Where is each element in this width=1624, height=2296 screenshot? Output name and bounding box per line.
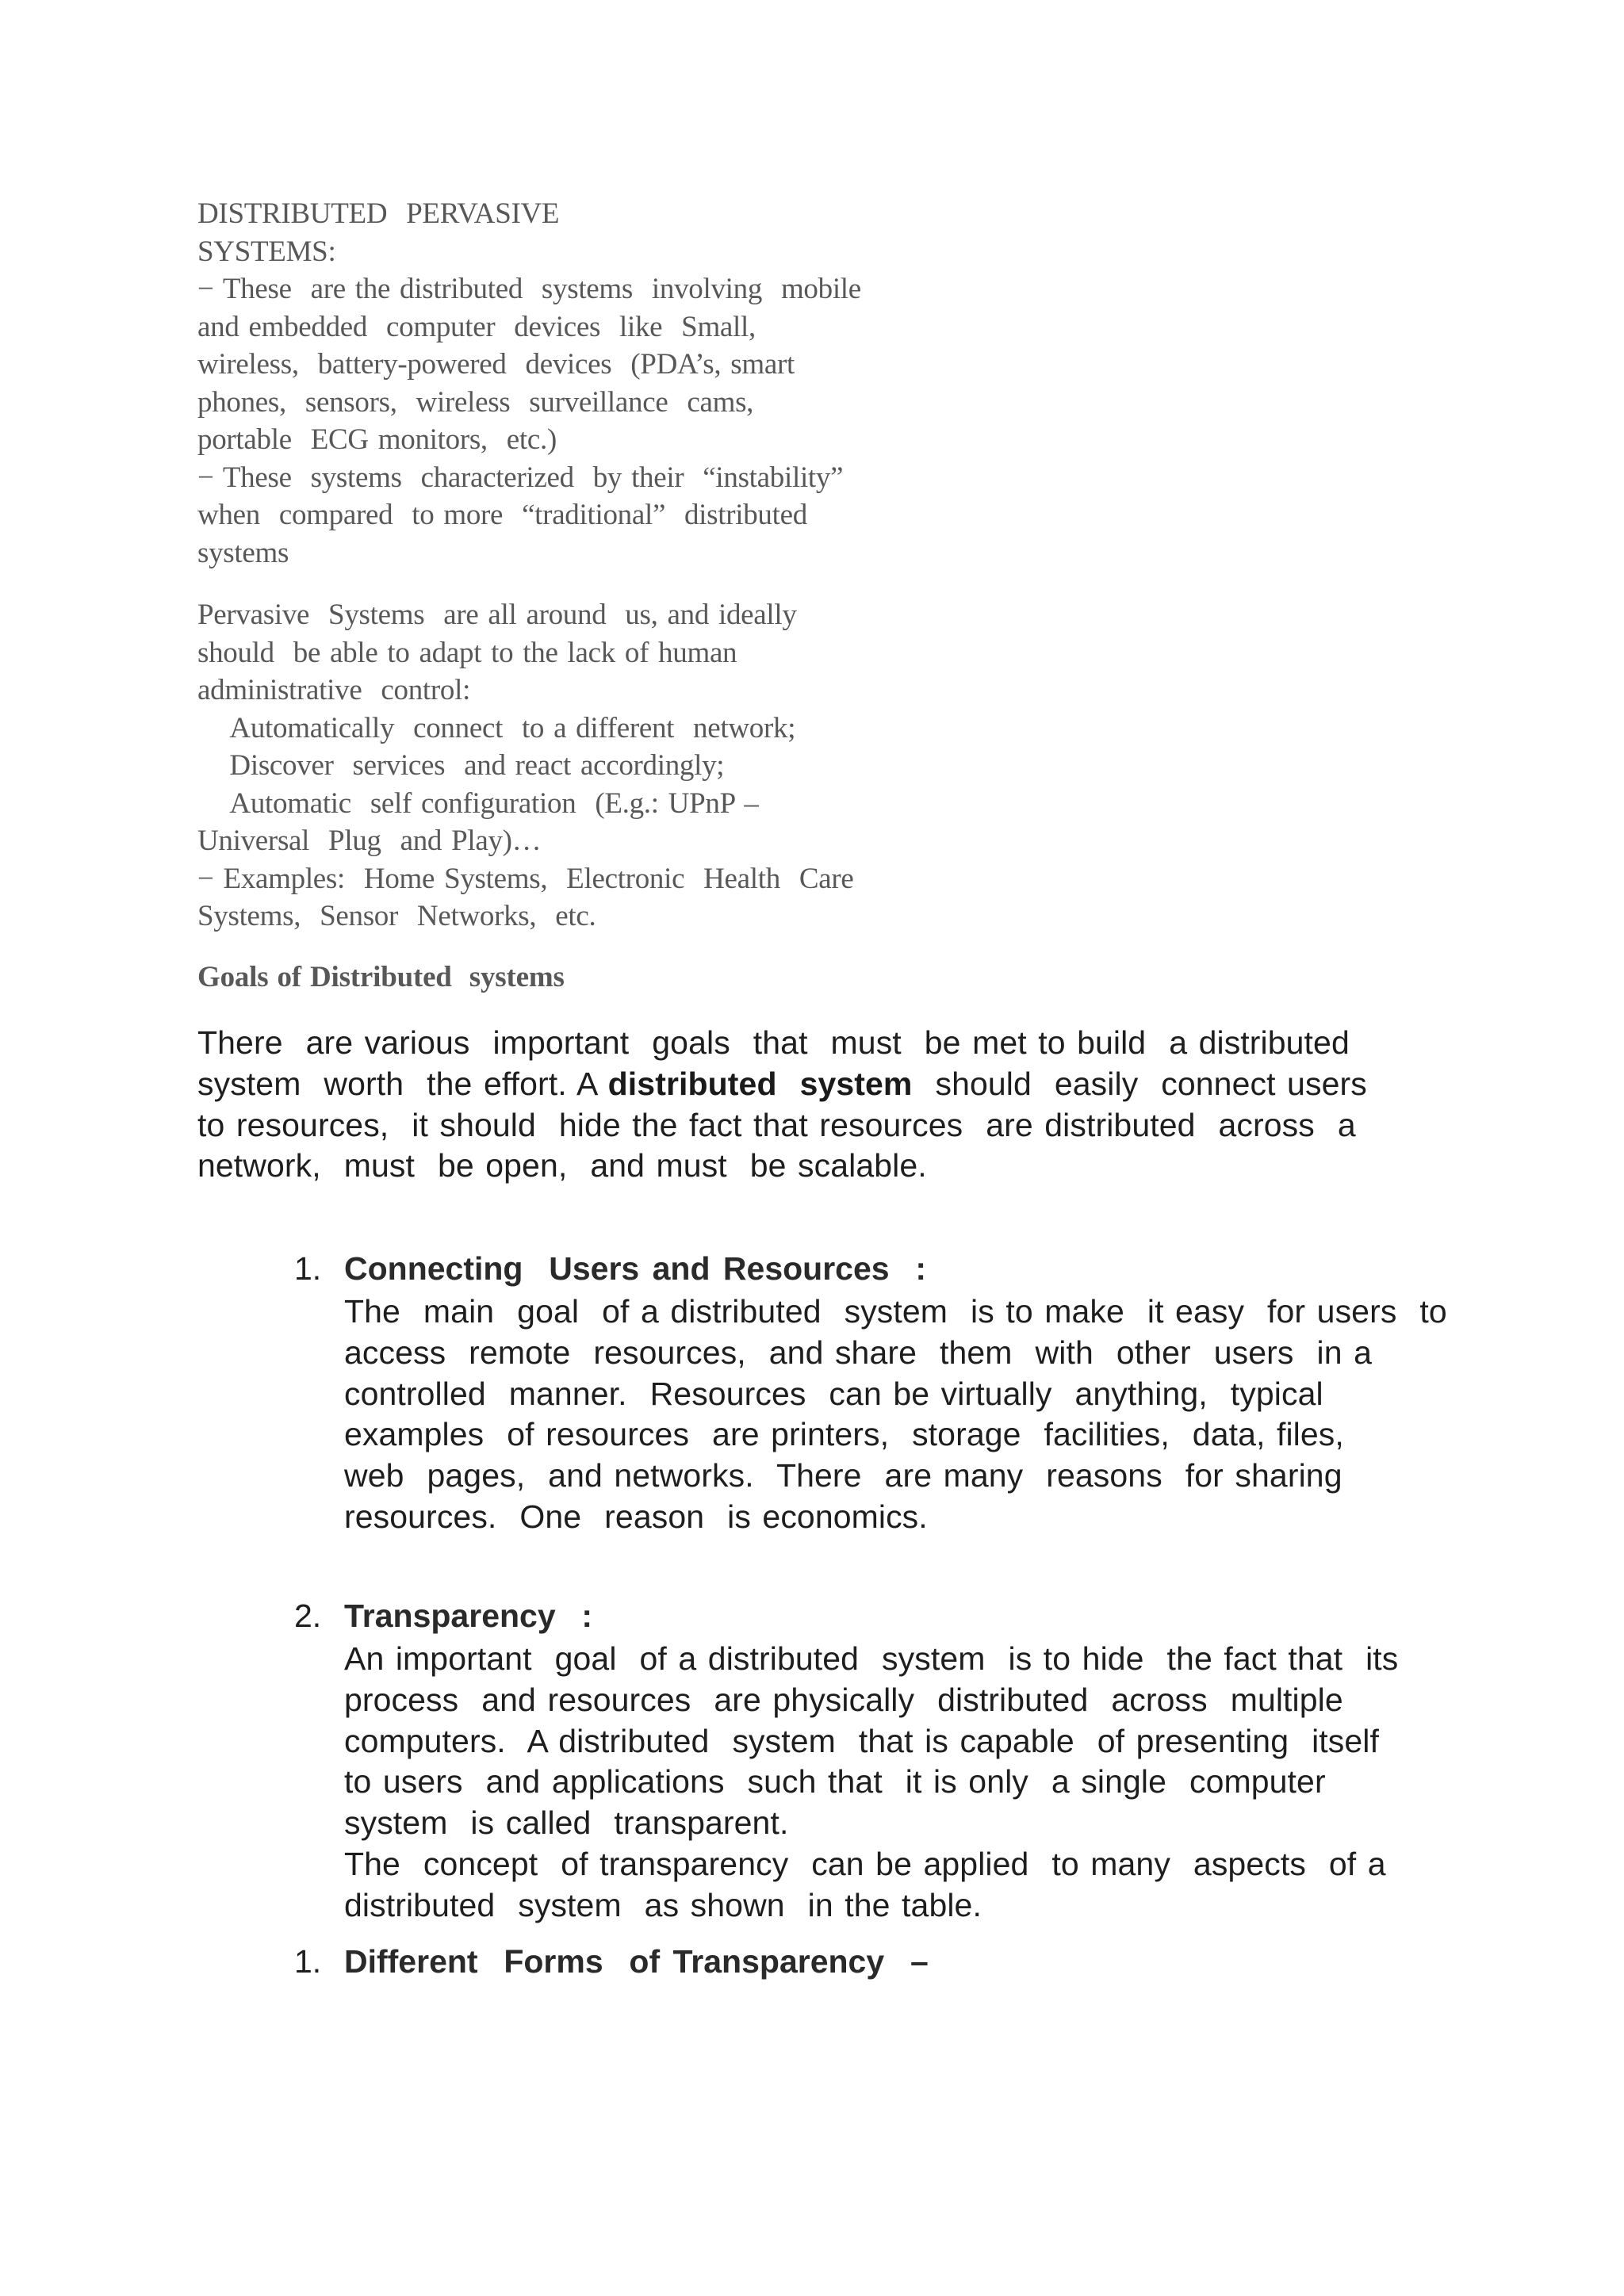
text-line: Pervasive Systems are all around us, and ideally <box>197 599 797 631</box>
bullet-item: Automatically connect to a different network; <box>197 711 781 744</box>
text-run: system worth the effort. A <box>197 1065 608 1102</box>
text-line: Universal Plug and Play)… <box>197 825 542 857</box>
pervasive-adaptation-section <box>197 596 911 936</box>
list-number: 1. <box>294 1943 322 1980</box>
text-line: phones, sensors, wireless surveillance cams, <box>197 385 754 419</box>
text-line: DISTRIBUTED PERVASIVE <box>197 197 560 230</box>
text-line: distributed system as shown in the table. <box>344 1886 982 1923</box>
text-line: Systems, Sensor Networks, etc. <box>197 900 596 932</box>
text-line: resources. One reason is economics. <box>344 1498 928 1535</box>
bold-term: distributed system <box>607 1065 913 1102</box>
text-line: − These are the distributed systems involving mobile <box>197 273 861 305</box>
bullet-item: Discover services and react accordingly; <box>197 749 711 782</box>
text-line: SYSTEMS: <box>197 235 336 268</box>
text-line <box>197 1064 1367 1105</box>
text-line: An important goal of a distributed system is to hide the fact that its <box>344 1640 1399 1677</box>
item-body-transparency <box>344 1639 1398 1927</box>
item-title-connecting-users: Connecting Users and Resources : <box>344 1250 927 1287</box>
item-title-transparency: Transparency : <box>344 1598 593 1634</box>
text-line: and embedded computer devices like Small, <box>197 310 756 343</box>
text-line: examples of resources are printers, storage facilities, data, files, <box>344 1416 1344 1453</box>
item-body-connecting-users <box>344 1292 1447 1538</box>
list-number: 2. <box>294 1598 322 1634</box>
text-line: There are various important goals that must be met to build a distributed <box>197 1024 1350 1061</box>
text-line: − These systems characterized by their “instability” <box>197 461 844 494</box>
text-line: system is called transparent. <box>344 1804 789 1842</box>
intro-paragraph <box>197 1023 1367 1187</box>
item-title-forms-of-transparency: Different Forms of Transparency – <box>344 1943 929 1980</box>
text-line: controlled manner. Resources can be virtually anything, typical <box>344 1375 1323 1412</box>
text-line: to resources, it should hide the fact that resources are distributed across a <box>197 1106 1356 1143</box>
bullet-item: Automatic self configuration (E.g.: UPnP – <box>197 786 745 820</box>
text-line: web pages, and networks. There are many reasons for sharing <box>344 1457 1342 1494</box>
text-line: The main goal of a distributed system is to make it easy for users to <box>344 1293 1447 1330</box>
text-line: wireless, battery-powered devices (PDA’s, smart <box>197 348 795 381</box>
pervasive-systems-section <box>197 195 911 572</box>
list-number: 1. <box>294 1250 322 1287</box>
text-run: should easily connect users <box>912 1065 1367 1102</box>
text-line: systems <box>197 536 289 569</box>
goals-heading: Goals of Distributed systems <box>197 961 565 993</box>
text-line: when compared to more “traditional” distributed <box>197 499 807 531</box>
text-line: − Examples: Home Systems, Electronic Health Care <box>197 862 854 895</box>
text-line: to users and applications such that it is only a single computer <box>344 1763 1326 1800</box>
text-line: The concept of transparency can be applied to many aspects of a <box>344 1845 1386 1882</box>
text-line: network, must be open, and must be scalable. <box>197 1147 927 1184</box>
text-line: administrative control: <box>197 674 471 706</box>
text-line: computers. A distributed system that is capable of presenting itself <box>344 1722 1379 1759</box>
text-line: process and resources are physically distributed across multiple <box>344 1681 1343 1718</box>
text-line: access remote resources, and share them with other users in a <box>344 1334 1373 1371</box>
text-line: should be able to adapt to the lack of human <box>197 636 737 669</box>
text-line: portable ECG monitors, etc.) <box>197 423 557 456</box>
